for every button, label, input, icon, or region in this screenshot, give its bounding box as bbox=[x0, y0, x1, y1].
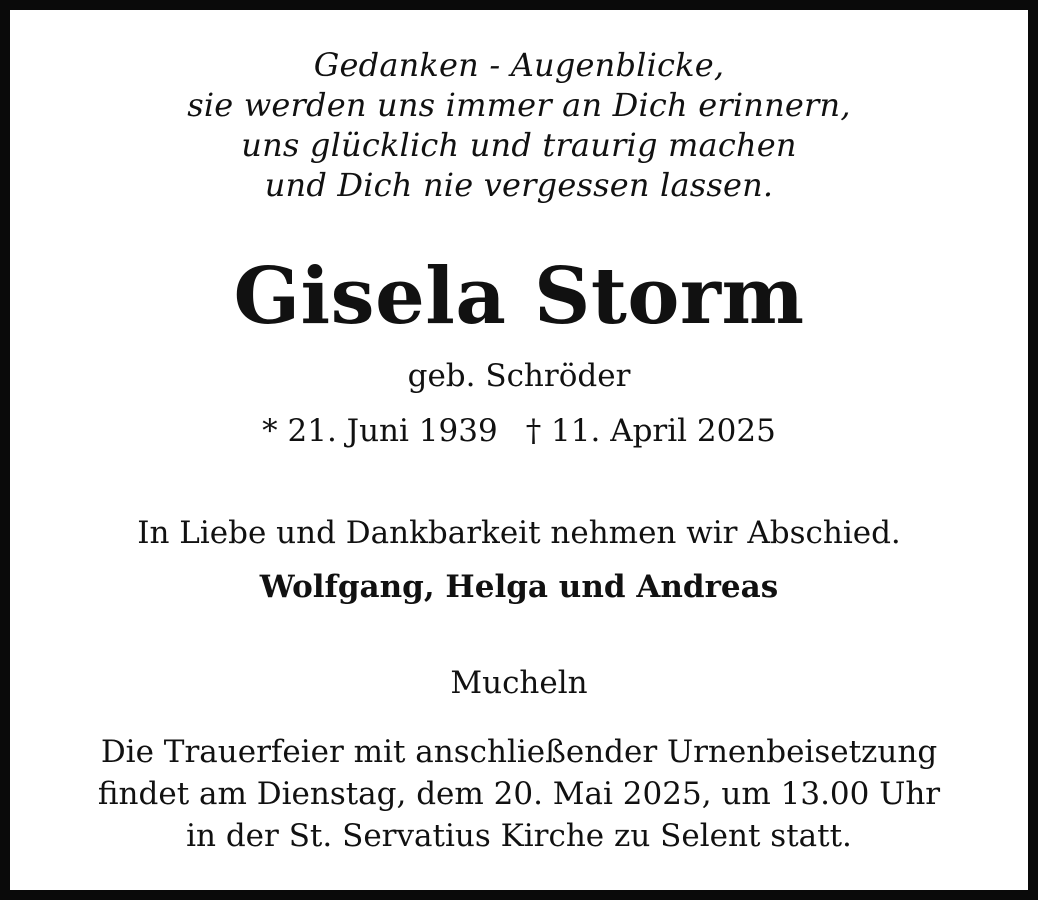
place-name: Mucheln bbox=[450, 665, 588, 701]
mourners-names: Wolfgang, Helga und Andreas bbox=[259, 569, 779, 605]
service-line-1: Die Trauerfeier mit anschließender Urnenbeisetzung bbox=[100, 734, 938, 770]
farewell-text: In Liebe und Dankbarkeit nehmen wir Abschied. bbox=[137, 515, 901, 551]
service-line-2: findet am Dienstag, dem 20. Mai 2025, um 13.00 Uhr bbox=[97, 776, 941, 812]
verse-line-4: und Dich nie vergessen lassen. bbox=[264, 166, 774, 204]
birth-date: * 21. Juni 1939 bbox=[262, 413, 498, 449]
maiden-name: geb. Schröder bbox=[407, 358, 631, 394]
life-dates bbox=[0, 413, 1038, 449]
death-date: † 11. April 2025 bbox=[525, 413, 776, 449]
deceased-name: Gisela Storm bbox=[233, 251, 805, 342]
verse-line-3: uns glücklich und traurig machen bbox=[241, 126, 797, 164]
verse-line-1: Gedanken - Augenblicke, bbox=[313, 46, 725, 84]
service-line-3: in der St. Servatius Kirche zu Selent statt. bbox=[186, 818, 852, 854]
verse-line-2: sie werden uns immer an Dich erinnern, bbox=[187, 86, 851, 124]
